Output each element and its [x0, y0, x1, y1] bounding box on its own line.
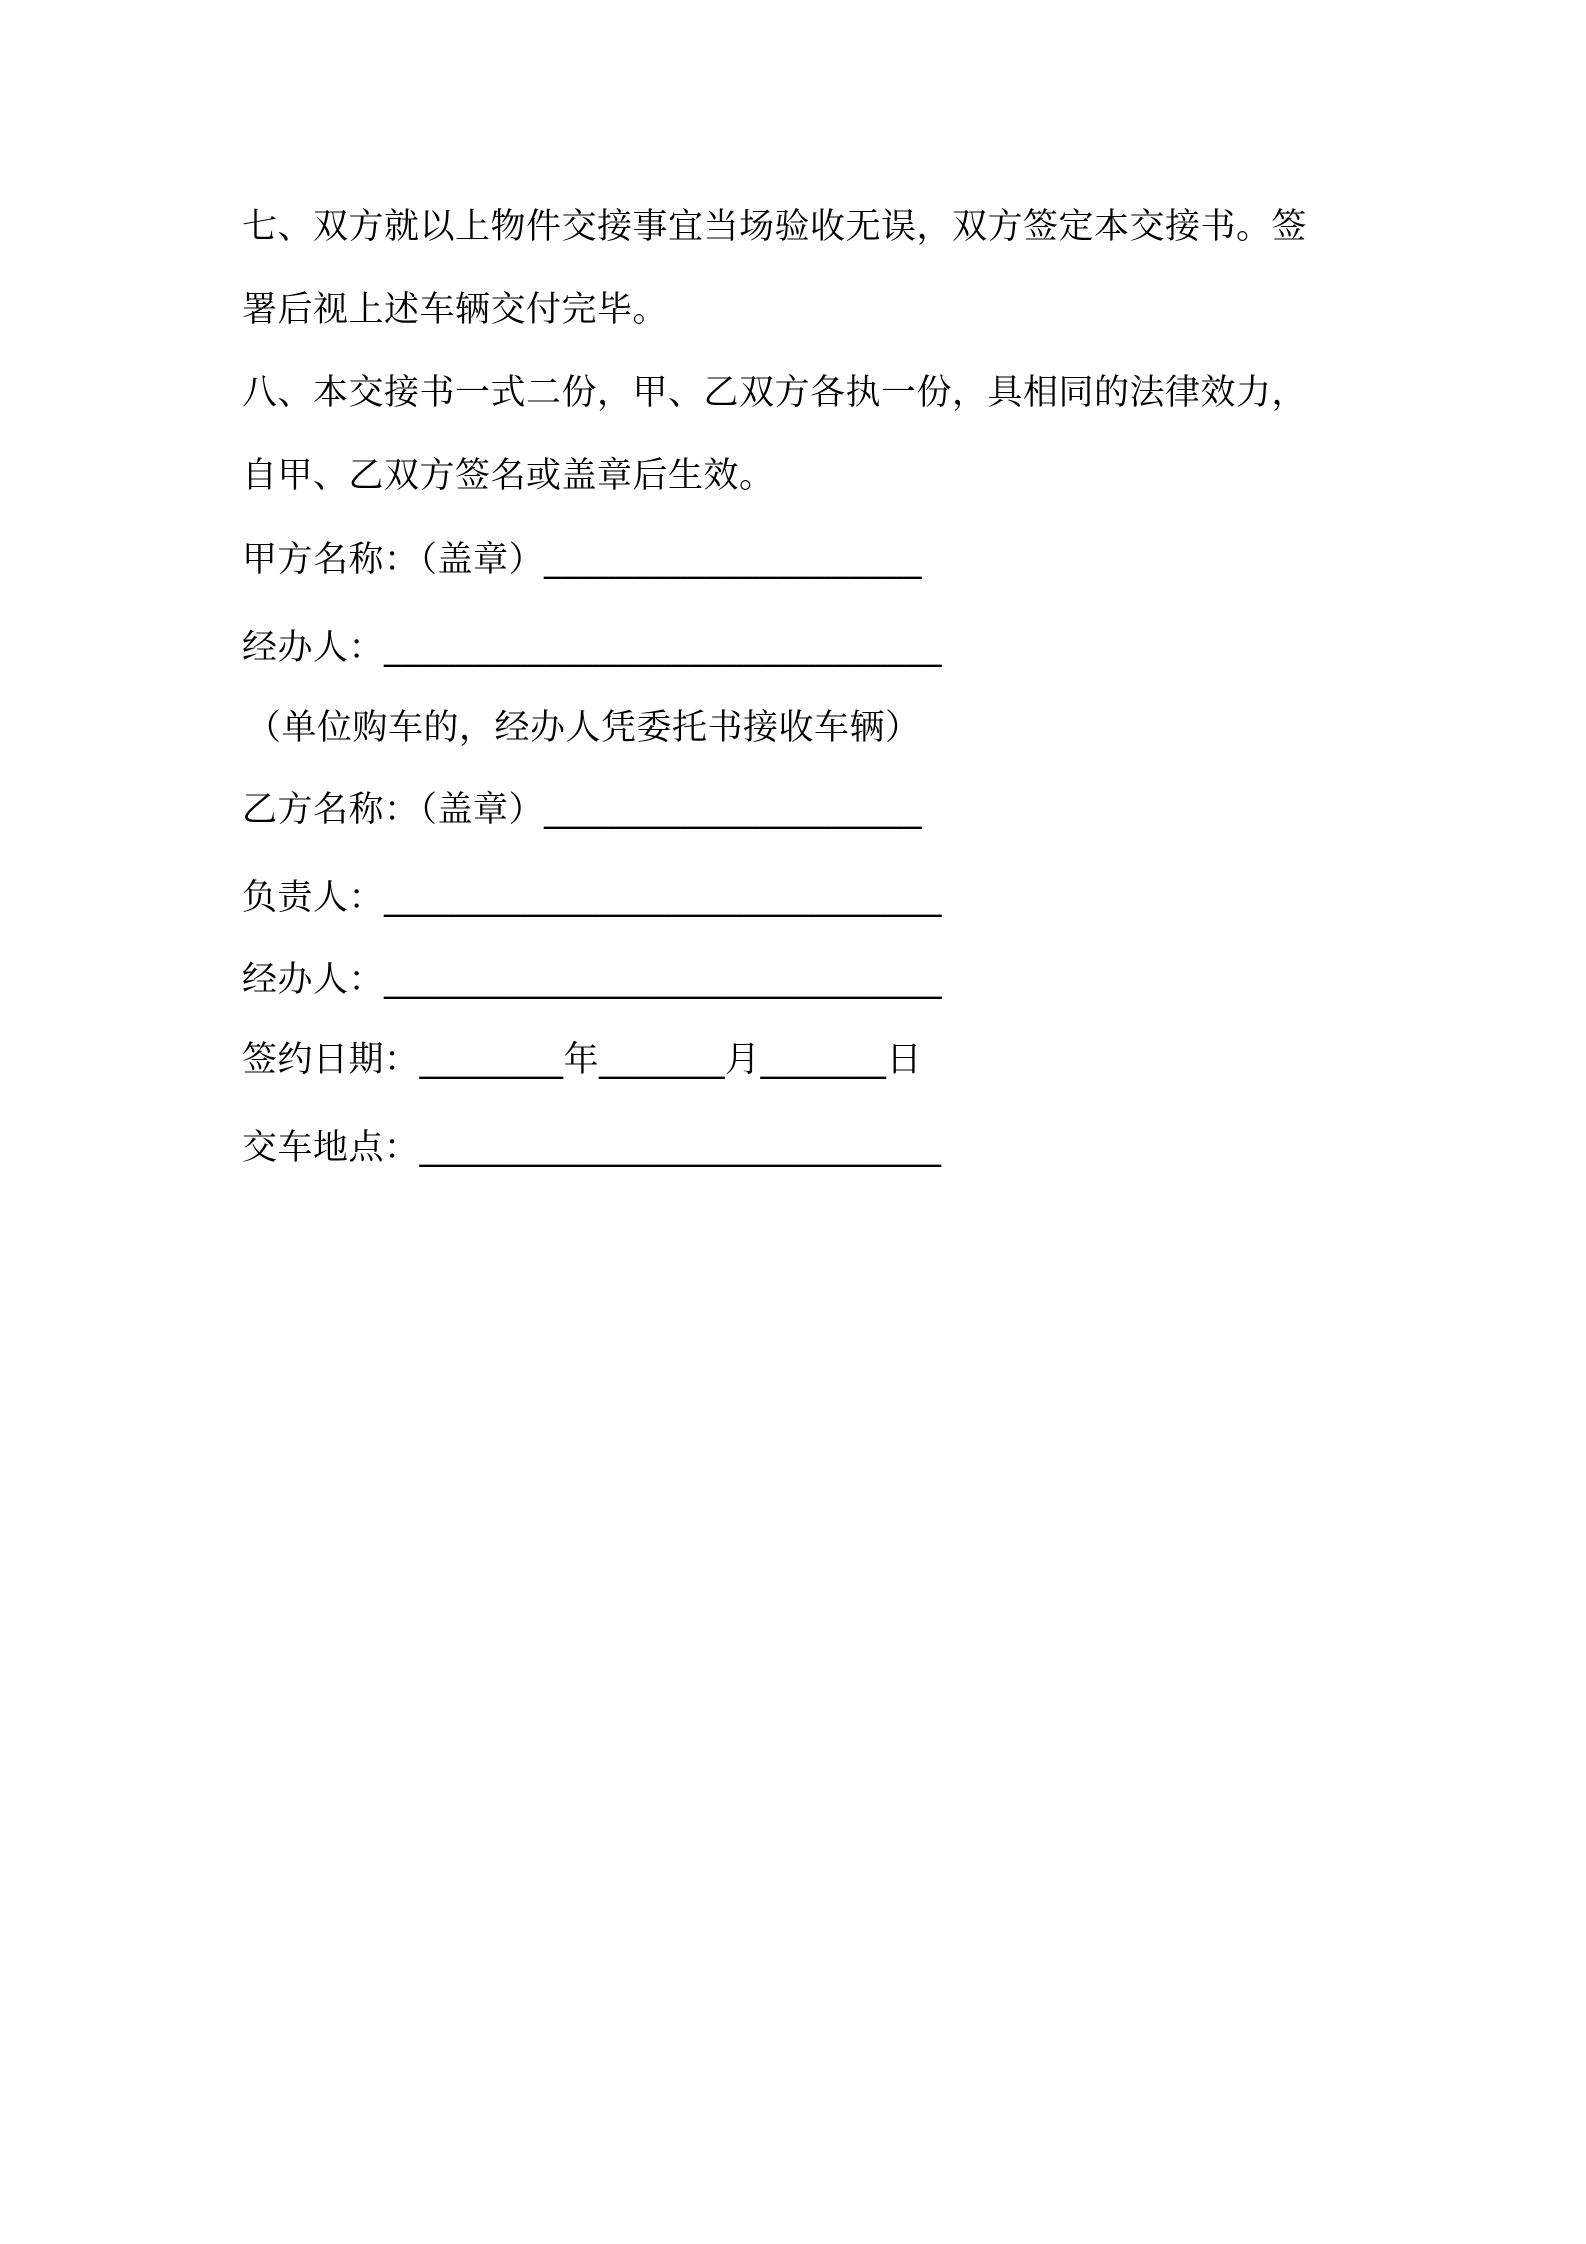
clause-8-line-1: 八、本交接书一式二份，甲、乙双方各执一份，具相同的法律效力，	[242, 373, 1308, 413]
handler-note: （单位购车的，经办人凭委托书接收车辆）	[246, 708, 921, 748]
party-a-handler-field: 经办人：_______________________________	[242, 628, 943, 668]
party-b-principal-field: 负责人：_______________________________	[242, 878, 943, 918]
party-b-name-field: 乙方名称：（盖章）_____________________	[242, 790, 923, 830]
sign-date-field: 签约日期：________年_______月_______日	[242, 1040, 923, 1080]
clause-8-line-2: 自甲、乙双方签名或盖章后生效。	[242, 456, 775, 496]
clause-7-line-1: 七、双方就以上物件交接事宜当场验收无误，双方签定本交接书。签	[242, 207, 1308, 247]
party-a-name-field: 甲方名称：（盖章）_____________________	[242, 540, 923, 580]
party-b-handler-field: 经办人：_______________________________	[242, 960, 943, 1000]
delivery-place-field: 交车地点：_____________________________	[242, 1128, 942, 1168]
clause-7-line-2: 署后视上述车辆交付完毕。	[242, 290, 669, 330]
